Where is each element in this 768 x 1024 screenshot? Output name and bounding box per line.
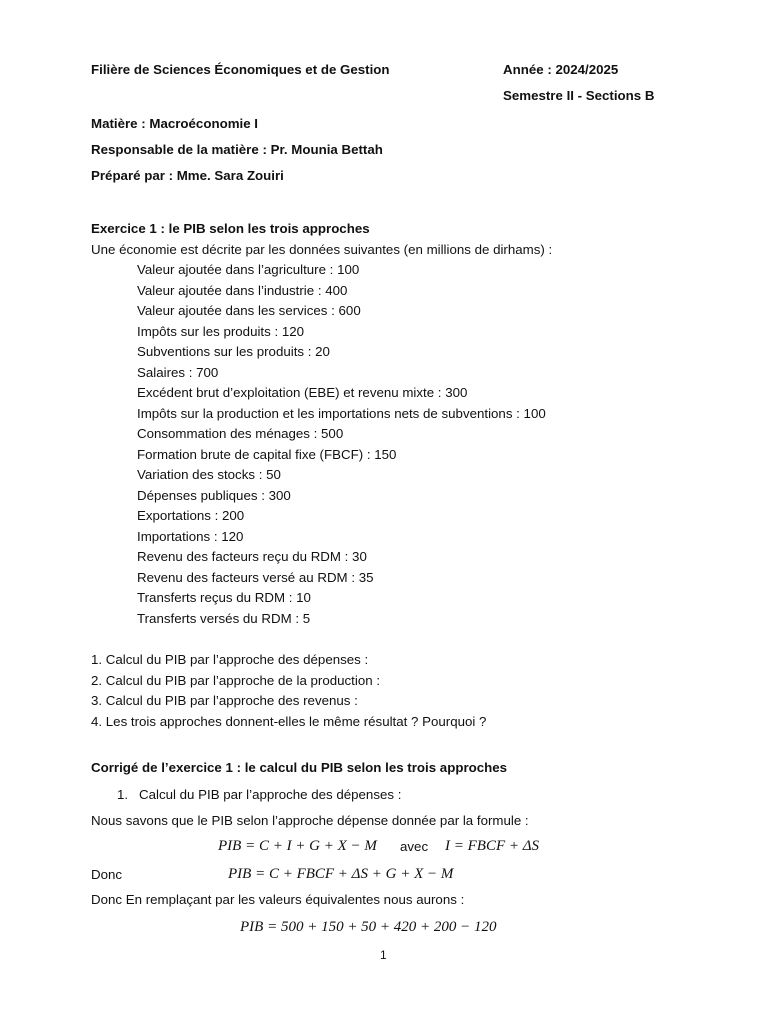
list-item: Consommation des ménages : 500 xyxy=(137,426,344,441)
list-item: Importations : 120 xyxy=(137,528,244,544)
list-item: Revenu des facteurs reçu du RDM : 30 xyxy=(137,549,367,564)
list-item: Impôts sur la production et les importations nets de subventions : 100 xyxy=(137,405,546,421)
formula-intro: Nous savons que le PIB selon l’approche dépense donnée par la formule : xyxy=(91,813,529,828)
list-item: Variation des stocks : 50 xyxy=(137,467,281,482)
exercise-intro: Une économie est décrite par les données suivantes (en millions de dirhams) : xyxy=(91,242,553,257)
list-item: Salaires : 700 xyxy=(137,364,219,380)
list-item: Valeur ajoutée dans les services : 600 xyxy=(137,303,361,318)
list-item: Formation brute de capital fixe (FBCF) : 150 xyxy=(137,446,397,462)
data-list xyxy=(137,262,546,631)
course-responsible: Responsable de la matière : Pr. Mounia Bettah xyxy=(91,142,383,157)
list-item: Transferts reçus du RDM : 10 xyxy=(137,590,311,605)
list-item: Revenu des facteurs versé au RDM : 35 xyxy=(137,569,374,585)
exercise-title: Exercice 1 : le PIB selon les trois approches xyxy=(91,221,370,236)
question-item: 2. Calcul du PIB par l’approche de la production : xyxy=(91,672,381,688)
question-item: 4. Les trois approches donnent-elles le même résultat ? Pourquoi ? xyxy=(91,713,487,729)
list-item: Transferts versés du RDM : 5 xyxy=(137,610,311,626)
subject: Matière : Macroéconomie I xyxy=(91,116,258,131)
avec-label: avec xyxy=(400,839,429,854)
list-item: Excédent brut d’exploitation (EBE) et revenu mixte : 300 xyxy=(137,385,468,400)
step-number: 1. xyxy=(117,787,129,802)
list-item: Subventions sur les produits : 20 xyxy=(137,344,330,359)
step-label: Calcul du PIB par l’approche des dépenses : xyxy=(139,787,402,802)
page-number: 1 xyxy=(380,948,387,962)
formula-pib-expanded: PIB = C + FBCF + ΔS + G + X − M xyxy=(228,866,454,882)
list-item: Valeur ajoutée dans l’industrie : 400 xyxy=(137,282,348,298)
replace-text: Donc En remplaçant par les valeurs équivalentes nous aurons : xyxy=(91,892,465,907)
donc-label: Donc xyxy=(91,867,123,882)
semester-section: Semestre II - Sections B xyxy=(503,88,655,103)
academic-year: Année : 2024/2025 xyxy=(503,62,619,77)
correction-title: Corrigé de l’exercice 1 : le calcul du PIB selon les trois approches xyxy=(91,760,508,775)
question-item: 3. Calcul du PIB par l’approche des revenus : xyxy=(91,693,358,709)
list-item: Exportations : 200 xyxy=(137,508,245,523)
formula-pib: PIB = C + I + G + X − M xyxy=(218,838,377,854)
filiere-title: Filière de Sciences Économiques et de Gestion xyxy=(91,62,390,77)
list-item: Dépenses publiques : 300 xyxy=(137,487,291,503)
list-item: Valeur ajoutée dans l’agriculture : 100 xyxy=(137,262,360,277)
question-item: 1. Calcul du PIB par l’approche des dépenses : xyxy=(91,652,369,667)
formula-pib-values: PIB = 500 + 150 + 50 + 420 + 200 − 120 xyxy=(240,919,497,935)
prepared-by: Préparé par : Mme. Sara Zouiri xyxy=(91,168,284,183)
formula-investment: I = FBCF + ΔS xyxy=(445,838,540,854)
questions-list xyxy=(91,652,486,734)
list-item: Impôts sur les produits : 120 xyxy=(137,323,305,339)
